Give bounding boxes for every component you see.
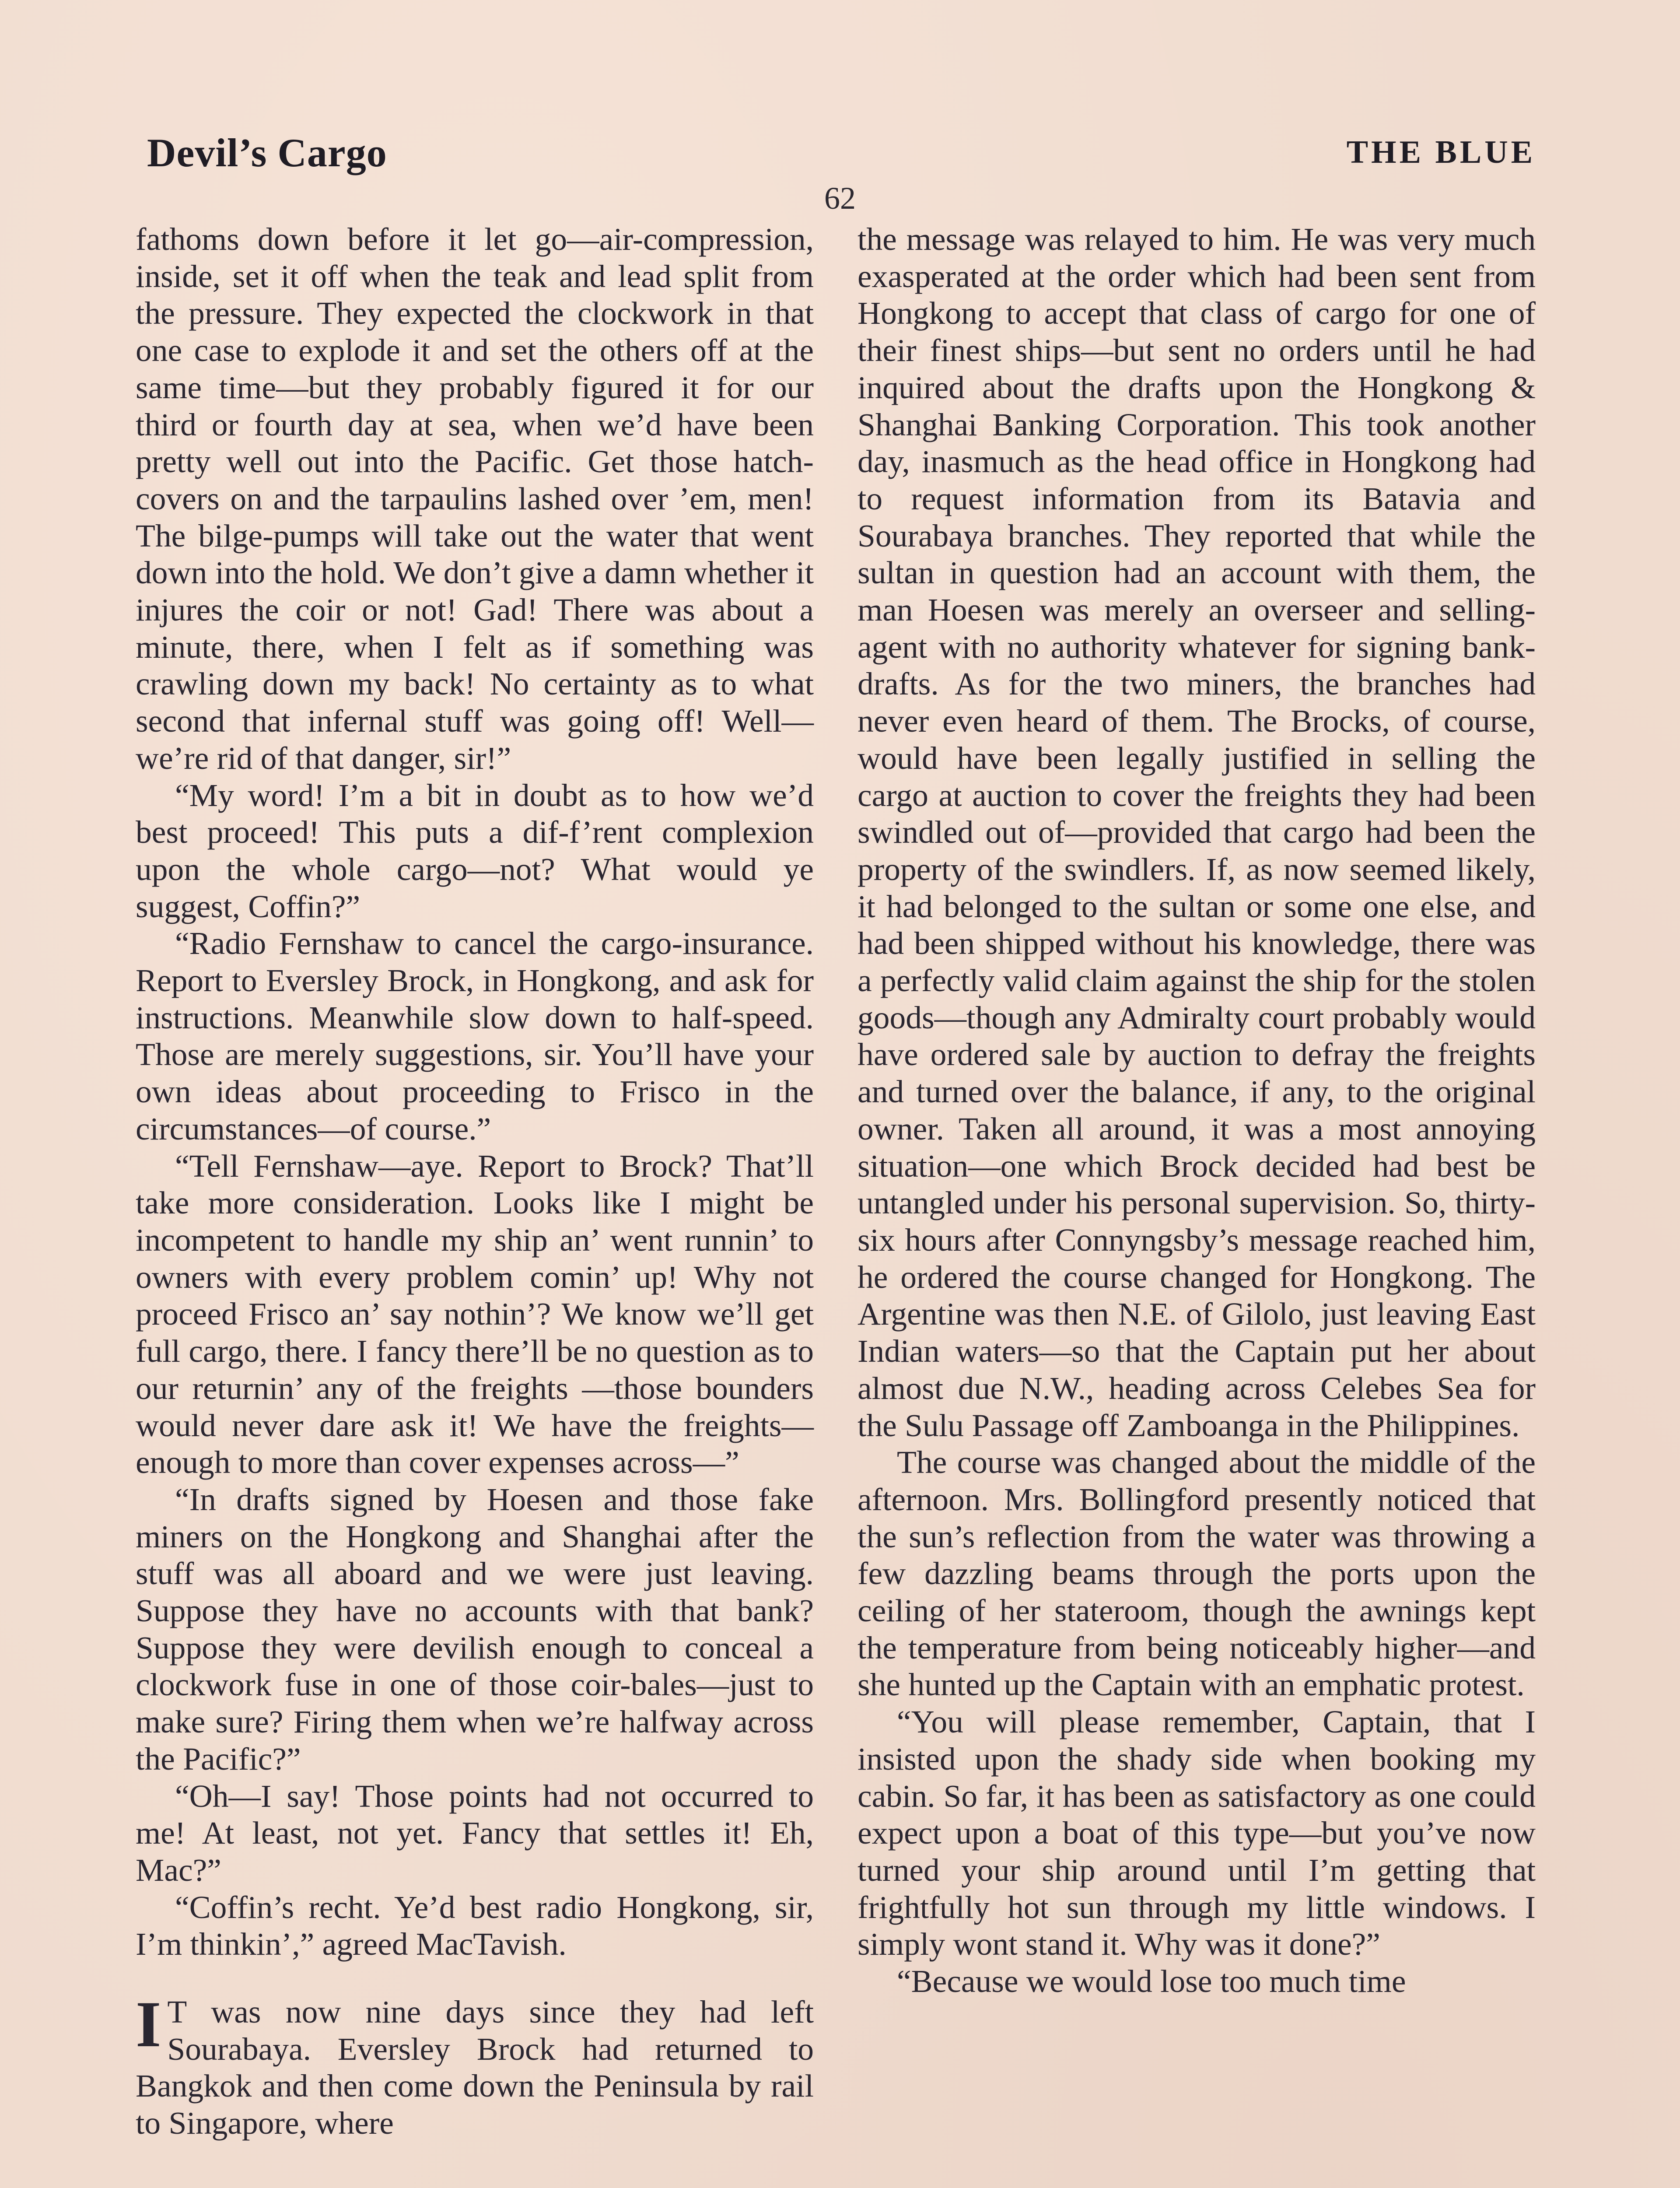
story-title: Devil’s Cargo xyxy=(147,130,387,175)
paragraph: “Coffin’s recht. Ye’d best radio Hongkong, sir, I’m thinkin’,” agreed MacTavish. xyxy=(136,1889,814,1962)
page-number: 62 xyxy=(824,181,856,216)
paragraph: the message was relayed to him. He was very much exasperated at the order which had been sent from Hongkong to accept that class of cargo for one of their finest ships—but sent no orders until he had inquired about the drafts upon the Hongkong & Shanghai Banking Corporation. This took another day, inasmuch as the head office in Hongkong had to request information from its Batavia and Sourabaya branches. They reported that while the sultan in question had an account with them, the man Hoesen was merely an overseer and selling-agent with no authority whatever for signing bank-drafts. As for the two miners, the branches had never even heard of them. The Brocks, of course, would have been legally justified in selling the cargo at auction to cover the freights they had been swindled out of—provided that cargo had been the property of the swindlers. If, as now seemed likely, it had belonged to the sultan or some one else, and had been shipped without his knowledge, there was a perfectly valid claim against the ship for the stolen goods—though any Admiralty court probably would have ordered sale by auction to defray the freights and turned over the balance, if any, to the original owner. Taken all around, it was a most annoying situation—one which Brock decided had best be untangled under his personal supervision. So, thirty-six hours after Connyngsby’s message reached him, he ordered the course changed for Hongkong. The Argentine was then N.E. of Gilolo, just leaving East Indian waters—so that the Captain put her about almost due N.W., heading across Celebes Sea for the Sulu Passage off Zamboanga in the Philippines. xyxy=(858,221,1536,1443)
paragraph: The course was changed about the middle of the afternoon. Mrs. Bollingford presently noticed that the sun’s reflection from the water was throwing a few dazzling beams through the ports upon the ceiling of her stateroom, though the awnings kept the temperature from being noticeably higher—and she hunted up the Captain with an emphatic protest. xyxy=(858,1445,1536,1703)
paragraph: “Tell Fernshaw—aye. Report to Brock? That’ll take more consideration. Looks like I might be incompetent to handle my ship an’ went runnin’ to owners with every problem comin’ up! Why not proceed Frisco an’ say nothin’? We know we’ll get full cargo, there. I fancy there’ll be no question as to our returnin’ any of the freights —those bounders would never dare ask it! We have the freights—enough to more than cover expenses across—” xyxy=(136,1148,814,1480)
paragraph: fathoms down before it let go—air-compression, inside, set it off when the teak and lead split from the pressure. They expected the clockwork in that one case to explode it and set the others off at the same time—but they probably figured it for our third or fourth day at sea, when we’d have been pretty well out into the Pacific. Get those hatch-covers on and the tarpaulins lashed over ’em, men! The bilge-pumps will take out the water that went down into the hold. We don’t give a damn whether it injures the coir or not! Gad! There was about a minute, there, when I felt as if something was crawling down my back! No certainty as to what second that infernal stuff was going off! Well—we’re rid of that danger, sir!” xyxy=(136,221,814,776)
paragraph: “You will please remember, Captain, that I insisted upon the shady side when booking my cabin. So far, it has been as satisfactory as one could expect upon a boat of this type—but you’ve now turned your ship around until I’m getting that frightfully hot sun through my little windows. I simply wont stand it. Why was it done?” xyxy=(858,1704,1536,1962)
section-opening xyxy=(136,1988,814,2142)
paragraph: “My word! I’m a bit in doubt as to how we’d best proceed! This puts a dif-f’rent complexion upon the whole cargo—not? What would ye suggest, Coffin?” xyxy=(136,777,814,924)
right-column xyxy=(858,221,1536,2000)
paragraph: “Oh—I say! Those points had not occurred to me! At least, not yet. Fancy that settles it! Eh, Mac?” xyxy=(136,1778,814,1888)
paragraph: “Radio Fernshaw to cancel the cargo-insurance. Report to Eversley Brock, in Hongkong, and ask for instructions. Meanwhile slow down to half-speed. Those are merely suggestions, sir. You’ll have your own ideas about proceeding to Frisco in the circumstances—of course.” xyxy=(136,926,814,1147)
paragraph: “In drafts signed by Hoesen and those fake miners on the Hongkong and Shanghai after the stuff was all aboard and we were just leaving. Suppose they have no accounts with that bank? Suppose they were devilish enough to conceal a clockwork fuse in one of those coir-bales—just to make sure? Firing them when we’re halfway across the Pacific?” xyxy=(136,1481,814,1777)
paragraph: “Because we would lose too much time xyxy=(897,1964,1406,1999)
section-text: T was now nine days since they had left Sourabaya. Eversley Brock had returned to Bangkok and then come down the Peninsula by rail to Singapore, where xyxy=(136,1994,814,2141)
magazine-title: THE BLUE xyxy=(1346,134,1536,170)
left-column xyxy=(136,221,814,2142)
drop-cap: I xyxy=(136,1988,161,2061)
